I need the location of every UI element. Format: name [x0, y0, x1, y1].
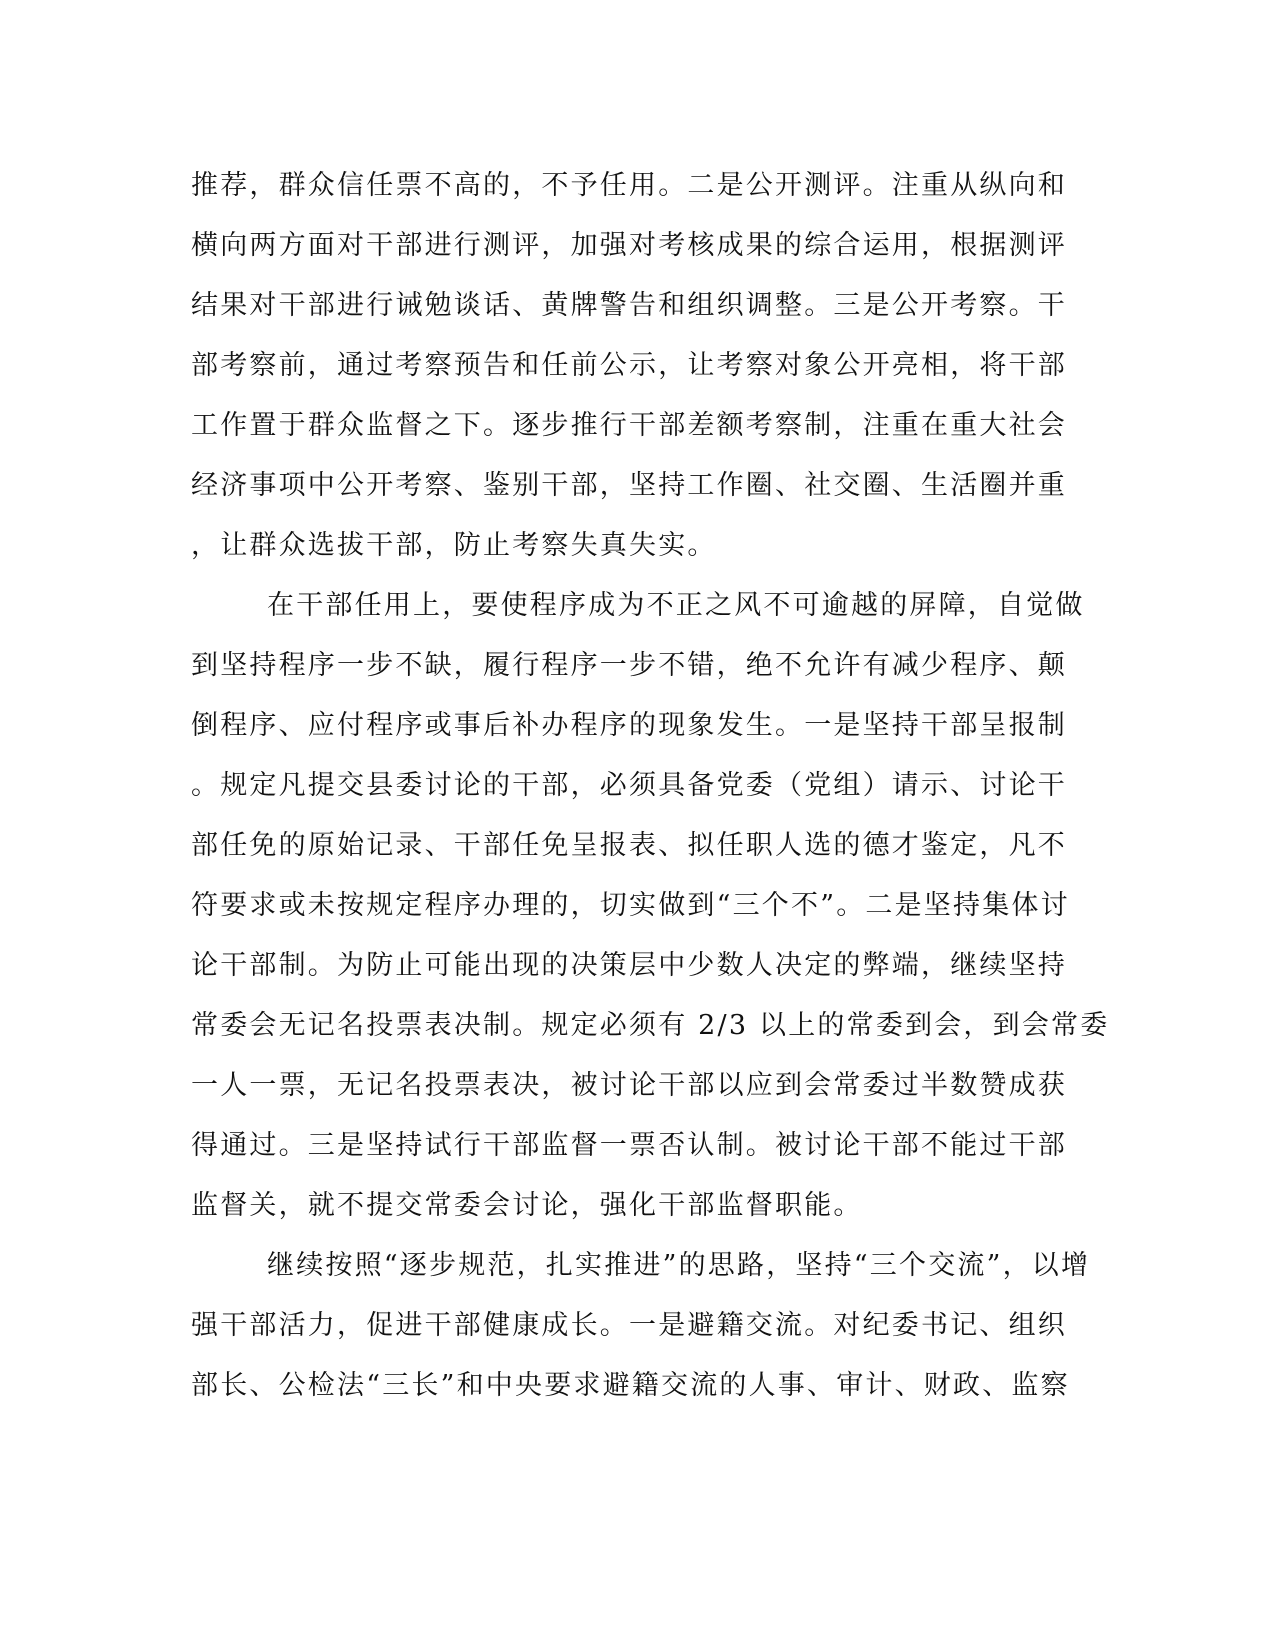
text-line: 一人一票，无记名投票表决，被讨论干部以应到会常委过半数赞成获 [191, 1070, 1067, 1101]
text-line: 横向两方面对干部进行测评，加强对考核成果的综合运用，根据测评 [191, 230, 1067, 261]
text-line: 得通过。三是坚持试行干部监督一票否认制。被讨论干部不能过干部 [191, 1130, 1067, 1161]
text-line: 部任免的原始记录、干部任免呈报表、拟任职人选的德才鉴定，凡不 [191, 830, 1067, 861]
text-line: 。规定凡提交县委讨论的干部，必须具备党委（党组）请示、讨论干 [191, 770, 1067, 801]
text-line: 在干部任用上，要使程序成为不正之风不可逾越的屏障，自觉做 [267, 590, 1085, 621]
text-line: 结果对干部进行诫勉谈话、黄牌警告和组织调整。三是公开考察。干 [191, 290, 1067, 321]
text-line: 常委会无记名投票表决制。规定必须有 2/3 以上的常委到会，到会常委 [191, 1010, 1110, 1041]
text-line: ，让群众选拔干部，防止考察失真失实。 [191, 530, 717, 561]
text-line: 监督关，就不提交常委会讨论，强化干部监督职能。 [191, 1190, 863, 1221]
text-line: 经济事项中公开考察、鉴别干部，坚持工作圈、社交圈、生活圈并重 [191, 470, 1067, 501]
text-line: 部长、公检法“三长”和中央要求避籍交流的人事、审计、财政、监察 [191, 1370, 1070, 1401]
text-line: 符要求或未按规定程序办理的，切实做到“三个不”。二是坚持集体讨 [191, 890, 1070, 921]
text-line: 论干部制。为防止可能出现的决策层中少数人决定的弊端，继续坚持 [191, 950, 1067, 981]
text-line: 推荐，群众信任票不高的，不予任用。二是公开测评。注重从纵向和 [191, 170, 1067, 201]
text-line: 倒程序、应付程序或事后补办程序的现象发生。一是坚持干部呈报制 [191, 710, 1067, 741]
text-line: 部考察前，通过考察预告和任前公示，让考察对象公开亮相，将干部 [191, 350, 1067, 381]
body-text [191, 166, 1110, 1426]
text-line: 到坚持程序一步不缺，履行程序一步不错，绝不允许有减少程序、颠 [191, 650, 1067, 681]
text-line: 强干部活力，促进干部健康成长。一是避籍交流。对纪委书记、组织 [191, 1310, 1067, 1341]
text-line: 继续按照“逐步规范，扎实推进”的思路，坚持“三个交流”，以增 [267, 1250, 1091, 1281]
text-line: 工作置于群众监督之下。逐步推行干部差额考察制，注重在重大社会 [191, 410, 1067, 441]
